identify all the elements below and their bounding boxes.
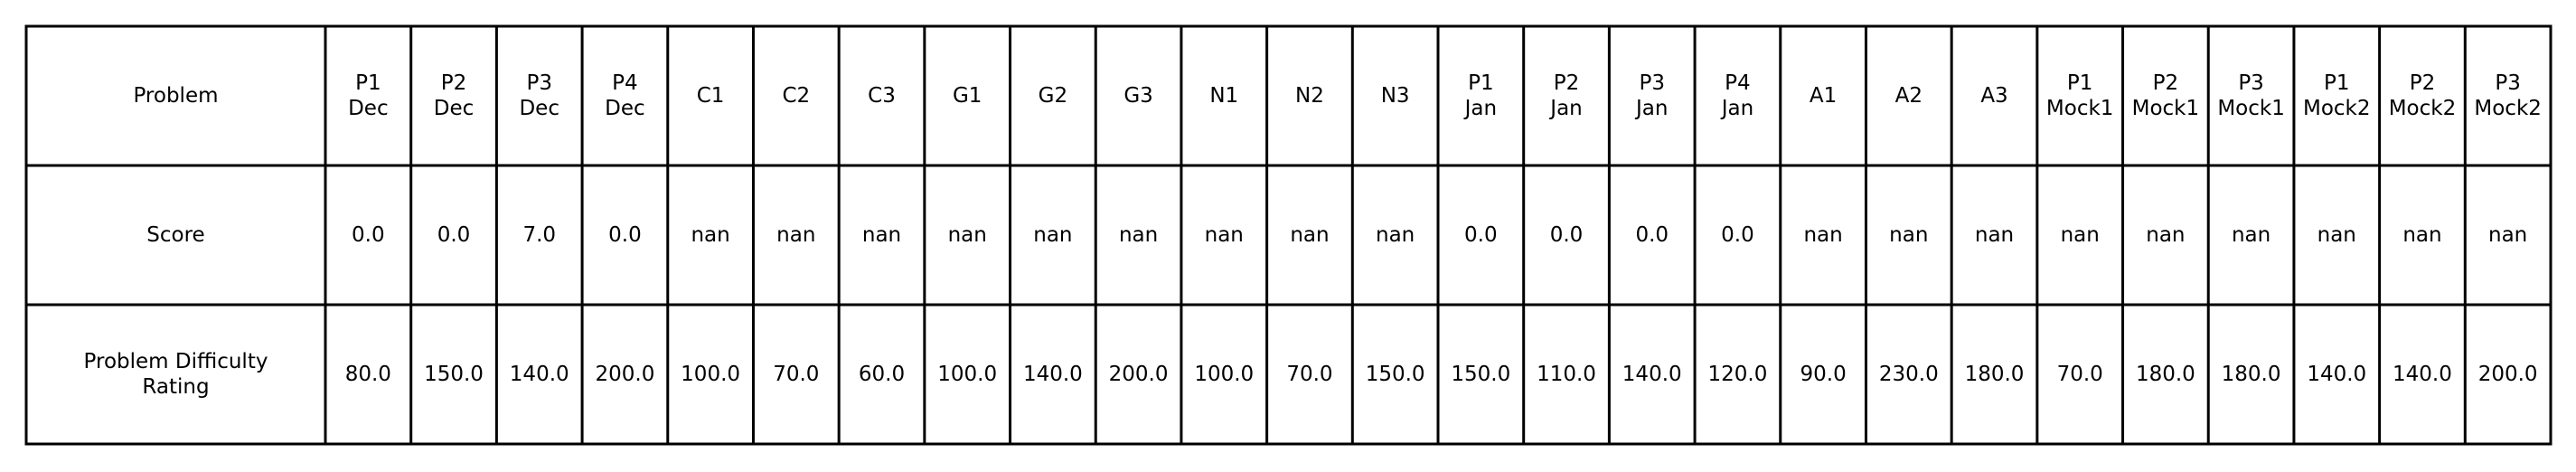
problem-label-16-line-0: P4 [1725,71,1751,95]
difficulty-value-23 [2307,363,2366,386]
problem-label-24-line-1: Mock2 [2388,97,2457,120]
score-value-9-line-0: nan [1118,223,1159,247]
score-value-11-line-0: nan [1290,223,1330,247]
difficulty-value-4 [681,363,740,386]
problem-label-19-line-0: A3 [1980,84,2008,108]
difficulty-value-1 [424,363,484,386]
problem-label-5 [782,84,810,108]
score-value-12 [1376,223,1415,247]
problem-label-2-line-0: P3 [526,71,552,95]
problem-label-11 [1295,84,1324,108]
score-value-11 [1290,223,1329,247]
difficulty-value-19-line-0: 180.0 [1964,363,2025,386]
problem-label-19 [1980,84,2007,108]
score-value-7 [948,223,987,247]
difficulty-value-3 [595,363,654,386]
problem-label-13-line-1: Jan [1464,97,1498,120]
row-header-difficulty-line-1: Rating [142,375,210,399]
problem-label-4-line-0: C1 [696,84,725,108]
score-value-4 [691,223,729,247]
difficulty-value-11-line-0: 70.0 [1286,363,1333,386]
problem-label-22-line-1: Mock1 [2217,97,2285,120]
score-value-5-line-0: nan [776,223,816,247]
difficulty-value-13 [1451,363,1510,386]
score-value-0 [352,223,385,247]
difficulty-value-12 [1366,363,1425,386]
problem-label-15-line-1: Jan [1635,97,1669,120]
difficulty-value-14 [1537,363,1596,386]
score-value-4-line-0: nan [691,223,730,247]
difficulty-value-20-line-0: 70.0 [2056,363,2103,386]
score-value-16-line-0: 0.0 [1721,223,1754,247]
score-value-23 [2317,223,2356,247]
problem-label-24-line-0: P2 [2409,71,2436,95]
score-value-1-line-0: 0.0 [437,223,471,247]
difficulty-value-15 [1622,363,1682,386]
score-value-0-line-0: 0.0 [352,223,385,247]
problem-label-9-line-0: G3 [1123,84,1153,108]
problem-label-18 [1895,84,1923,108]
difficulty-value-21-line-0: 180.0 [2135,363,2195,386]
problem-label-22-line-0: P3 [2238,71,2264,95]
difficulty-value-25-line-0: 200.0 [2477,363,2538,386]
difficulty-value-3-line-0: 200.0 [595,363,655,386]
problem-label-20-line-0: P1 [2066,71,2093,95]
row-header-score [146,223,204,247]
difficulty-value-21 [2136,363,2195,386]
score-value-8-line-0: nan [1033,223,1073,247]
score-value-18 [1889,223,1928,247]
score-value-3-line-0: 0.0 [608,223,642,247]
problem-label-7 [953,84,982,108]
problem-label-14-line-1: Jan [1550,97,1583,120]
difficulty-value-17 [1800,363,1847,386]
score-value-5 [776,223,815,247]
score-value-17 [1803,223,1842,247]
problem-label-16-line-1: Jan [1721,97,1754,120]
problem-label-21-line-1: Mock1 [2131,97,2200,120]
difficulty-value-16-line-0: 120.0 [1707,363,1768,386]
score-value-23-line-0: nan [2317,223,2356,247]
problem-label-12-line-0: N3 [1380,84,1410,108]
difficulty-value-10-line-0: 100.0 [1194,363,1255,386]
problem-label-2-line-1: Dec [519,97,559,120]
score-value-7-line-0: nan [947,223,987,247]
difficulty-value-5 [773,363,819,386]
row-header-problem [133,84,218,108]
score-value-2-line-0: 7.0 [522,223,557,247]
score-value-17-line-0: nan [1803,223,1843,247]
row-header-difficulty-line-0: Problem Difficulty [83,350,268,373]
row-header-problem-line-0: Problem [133,84,219,108]
difficulty-value-12-line-0: 150.0 [1365,363,1425,386]
difficulty-value-17-line-0: 90.0 [1800,363,1847,386]
score-value-22 [2232,223,2270,247]
difficulty-value-13-line-0: 150.0 [1451,363,1511,386]
score-value-22-line-0: nan [2231,223,2271,247]
difficulty-value-18 [1879,363,1939,386]
problem-label-7-line-0: G1 [952,84,982,108]
difficulty-value-11 [1286,363,1332,386]
difficulty-value-6 [859,363,905,386]
problem-label-3-line-0: P4 [612,71,638,95]
problem-label-18-line-0: A2 [1894,84,1923,108]
score-value-12-line-0: nan [1376,223,1415,247]
problem-label-11-line-0: N2 [1295,84,1324,108]
problem-label-14-line-0: P2 [1553,71,1580,95]
problem-label-10-line-0: N1 [1209,84,1239,108]
problem-label-4 [697,84,725,108]
problem-label-6-line-0: C3 [868,84,896,108]
difficulty-value-0 [345,363,391,386]
problem-label-0-line-0: P1 [355,71,381,95]
problem-label-1-line-1: Dec [433,97,475,120]
score-value-13 [1464,223,1498,247]
difficulty-value-0-line-0: 80.0 [344,363,391,386]
score-value-13-line-0: 0.0 [1464,223,1498,247]
problem-label-1-line-0: P2 [440,71,467,95]
difficulty-value-25 [2478,363,2538,386]
score-value-2 [522,223,556,247]
score-value-19 [1975,223,2014,247]
problem-label-21-line-0: P2 [2152,71,2179,95]
difficulty-value-2 [510,363,569,386]
score-value-15-line-0: 0.0 [1635,223,1669,247]
problem-label-23-line-1: Mock2 [2303,97,2371,120]
difficulty-value-9 [1109,363,1169,386]
problem-label-3-line-1: Dec [605,97,645,120]
difficulty-value-20 [2057,363,2103,386]
score-value-15 [1635,223,1669,247]
score-value-25-line-0: nan [2488,223,2528,247]
score-value-1 [437,223,471,247]
score-value-9 [1119,223,1158,247]
difficulty-value-22-line-0: 180.0 [2221,363,2281,386]
difficulty-value-8-line-0: 140.0 [1022,363,1083,386]
score-value-18-line-0: nan [1889,223,1929,247]
problem-label-12 [1381,84,1410,108]
difficulty-value-7-line-0: 100.0 [937,363,998,386]
problem-label-0-line-1: Dec [348,97,389,120]
difficulty-value-19 [1965,363,2025,386]
problem-label-23-line-0: P1 [2324,71,2350,95]
difficulty-value-16 [1707,363,1767,386]
problem-label-6 [868,84,896,108]
difficulty-value-6-line-0: 60.0 [858,363,906,386]
score-value-21 [2146,223,2185,247]
problem-label-13-line-0: P1 [1468,71,1494,95]
difficulty-value-4-line-0: 100.0 [681,363,741,386]
score-value-20 [2061,223,2100,247]
score-value-25 [2488,223,2527,247]
score-value-14 [1550,223,1584,247]
score-value-24 [2402,223,2441,247]
problem-label-17 [1810,84,1837,108]
problem-label-10 [1209,84,1238,108]
difficulty-value-1-line-0: 150.0 [424,363,484,386]
problem-label-17-line-0: A1 [1809,84,1838,108]
difficulty-value-24-line-0: 140.0 [2393,363,2452,386]
score-value-16 [1721,223,1754,247]
difficulty-value-7 [937,363,997,386]
difficulty-value-18-line-0: 230.0 [1878,363,1939,386]
problem-label-15-line-0: P3 [1639,71,1665,95]
difficulty-value-24 [2393,363,2452,386]
score-value-10-line-0: nan [1204,223,1244,247]
problem-label-5-line-0: C2 [782,84,811,108]
difficulty-value-23-line-0: 140.0 [2307,363,2367,386]
score-value-19-line-0: nan [1974,223,2015,247]
score-value-8 [1033,223,1072,247]
difficulty-value-14-line-0: 110.0 [1537,363,1596,386]
score-value-6-line-0: nan [861,223,902,247]
problem-label-25-line-1: Mock2 [2474,97,2542,120]
score-value-21-line-0: nan [2146,223,2186,247]
difficulty-value-9-line-0: 200.0 [1108,363,1169,386]
problem-label-20-line-1: Mock1 [2045,97,2114,120]
difficulty-value-10 [1194,363,1254,386]
problem-label-25-line-0: P3 [2495,71,2521,95]
difficulty-value-15-line-0: 140.0 [1622,363,1682,386]
score-value-10 [1205,223,1244,247]
problem-label-8 [1039,84,1067,108]
difficulty-value-22 [2222,363,2281,386]
score-value-20-line-0: nan [2060,223,2100,247]
difficulty-value-8 [1023,363,1083,386]
score-value-6 [862,223,901,247]
problem-label-8-line-0: G2 [1038,84,1068,108]
problem-label-9 [1123,84,1152,108]
difficulty-value-5-line-0: 70.0 [773,363,820,386]
difficulty-value-2-line-0: 140.0 [509,363,569,386]
row-header-score-line-0: Score [146,223,205,247]
score-value-14-line-0: 0.0 [1549,223,1584,247]
score-value-3 [608,223,642,247]
score-value-24-line-0: nan [2402,223,2442,247]
